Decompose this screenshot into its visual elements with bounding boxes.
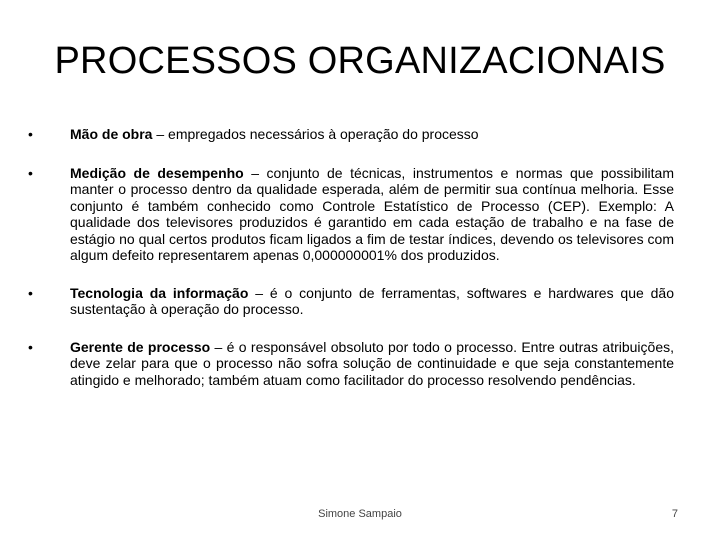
bullet-item-tecnologia-da-informacao bbox=[28, 285, 674, 318]
bullet-item-gerente-de-processo bbox=[28, 339, 674, 389]
footer-author: Simone Sampaio bbox=[318, 508, 402, 520]
bullet-term: Medição de desempenho bbox=[70, 164, 244, 181]
bullet-icon: • bbox=[28, 126, 33, 142]
bullet-text: – é o conjunto de ferramentas, softwares e hardwares que dão sustentação à operação do processo. bbox=[70, 284, 675, 317]
bullet-list bbox=[28, 126, 674, 410]
bullet-icon: • bbox=[28, 338, 33, 355]
bullet-term: Gerente de processo bbox=[70, 338, 211, 355]
bullet-text: – empregados necessários à operação do processo bbox=[152, 126, 479, 142]
bullet-term: Tecnologia da informação bbox=[70, 284, 249, 301]
page-number: 7 bbox=[671, 508, 678, 520]
bullet-term: Mão de obra bbox=[70, 126, 153, 142]
bullet-item-mao-de-obra bbox=[28, 126, 674, 143]
slide-title: PROCESSOS ORGANIZACIONAIS bbox=[54, 40, 666, 82]
bullet-icon: • bbox=[28, 164, 33, 181]
bullet-icon: • bbox=[28, 284, 33, 301]
bullet-text: – conjunto de técnicas, instrumentos e normas que possibilitam manter o processo dentro da qualidade esperada, além de permitir sua contínua melhoria. Esse conjunto é também conhecido como Controle Estatístico de Processo (CEP). Exemplo: A qualidade dos televisores produzidos é garantido em cada estação de trabalho e na fase de estágio no qual certos produtos ficam ligados a fim de testar índices, devendo os televisores com algum defeito representarem apenas 0,000000001% dos produzidos. bbox=[70, 164, 674, 263]
bullet-text: – é o responsável obsoluto por todo o processo. Entre outras atribuições, deve zelar para que o processo não sofra solução de continuidade e que seja constantemente atingido e melhorado; também atuam como facilitador do processo resolvendo pendências. bbox=[70, 338, 674, 388]
bullet-item-medicao-de-desempenho bbox=[28, 165, 674, 264]
